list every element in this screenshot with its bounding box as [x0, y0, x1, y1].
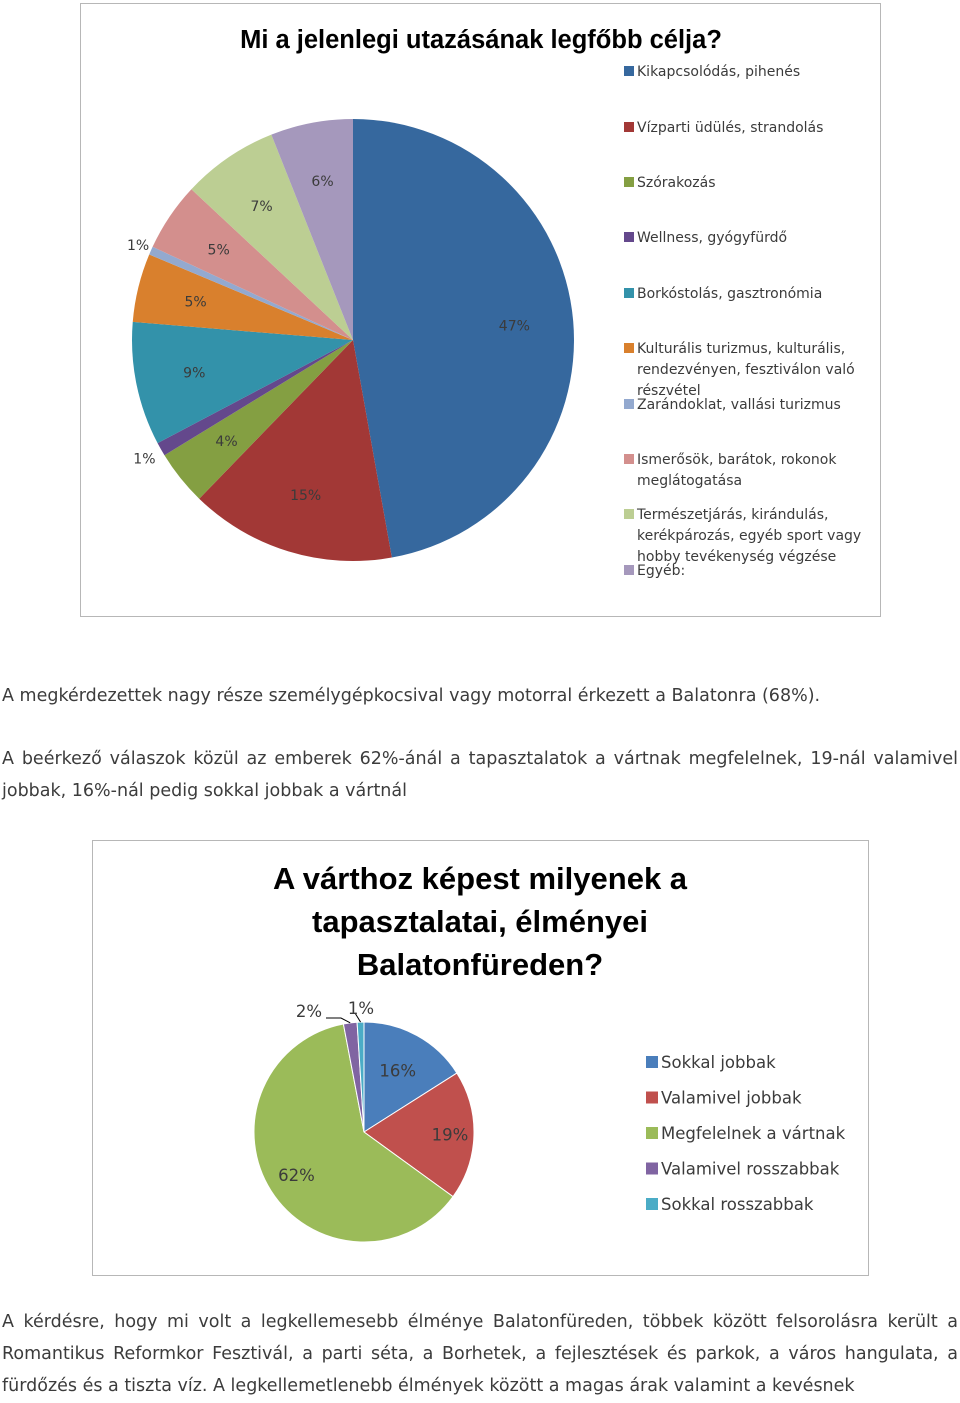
legend-label: Sokkal rosszabbak	[661, 1195, 814, 1214]
pie-label-valamivel-rosszabbak: 2%	[295, 1002, 323, 1021]
chart-title-line: Balatonfüreden?	[356, 947, 604, 982]
pie-label-vizparti-udules-strandolas: 15%	[290, 487, 322, 504]
legend-swatch	[624, 122, 634, 132]
pie-label-megfelelnek-a-vartnak: 62%	[278, 1165, 315, 1185]
legend-swatch	[624, 399, 634, 409]
legend-swatch	[624, 343, 634, 353]
pie-label-egyeb: 6%	[311, 173, 334, 190]
legend-label: Sokkal jobbak	[661, 1053, 776, 1072]
legend-label: meglátogatása	[637, 473, 743, 489]
pie-label-valamivel-jobbak: 19%	[431, 1125, 469, 1145]
legend-swatch	[646, 1163, 658, 1175]
legend-swatch	[646, 1092, 658, 1104]
experience-pie-chart	[92, 840, 869, 1276]
legend-label: Valamivel jobbak	[661, 1088, 802, 1108]
chart-title-line: A várthoz képest milyenek a	[272, 861, 688, 896]
pie-label-termeszetjaras-kirandulas-kerekparozas-egyeb-sport-vagy-hobby-tevekenyseg-vegzese: 7%	[250, 199, 273, 216]
legend-swatch	[624, 454, 634, 464]
legend-label: Vízparti üdülés, strandolás	[637, 120, 824, 136]
legend-label: Borkóstolás, gasztronómia	[637, 286, 823, 302]
legend-label: Ismerősök, barátok, rokonok	[637, 452, 837, 468]
legend-swatch	[646, 1056, 658, 1068]
legend-label: Wellness, gyógyfürdő	[637, 230, 788, 246]
legend-swatch	[624, 288, 634, 298]
legend-swatch	[646, 1198, 658, 1210]
legend-swatch	[624, 565, 634, 575]
pie-label-wellness-gyogyfurdo: 1%	[133, 451, 156, 468]
pie-label-sokkal-rosszabbak: 1%	[347, 999, 375, 1018]
pie-slice-kikapcsolodas-pihenes	[353, 119, 574, 558]
pie-label-borkostolas-gasztronomia: 9%	[183, 365, 206, 382]
pie-label-kulturalis-turizmus-kulturalis-rendezvenyen-fesztivalon-valo-reszvetel: 5%	[184, 294, 207, 311]
experience-paragraph: A beérkező válaszok közül az emberek 62%-ánál a tapasztalatok a vártnak megfelelnek, 19-nál valamivel jobbak, 16%-nál pedig sokkal jobbak a vártnál	[2, 749, 958, 801]
legend-swatch	[624, 177, 634, 187]
chart-title-line: tapasztalatai, élményei	[312, 904, 648, 939]
legend-swatch	[624, 232, 634, 242]
legend-label: részvétel	[637, 383, 701, 399]
leader-line	[326, 1018, 350, 1023]
legend-swatch	[624, 509, 634, 519]
transport-paragraph: A megkérdezettek nagy része személygépkocsival vagy motorral érkezett a Balatonra (68%).	[2, 686, 821, 706]
legend-label: kerékpározás, egyéb sport vagy	[637, 528, 862, 544]
chart-title: Mi a jelenlegi utazásának legfőbb célja?	[240, 26, 722, 54]
legend-label: hobby tevékenység végzése	[637, 549, 837, 565]
legend-label: Zarándoklat, vallási turizmus	[637, 397, 841, 413]
pie-label-kikapcsolodas-pihenes: 47%	[498, 318, 530, 335]
legend	[646, 1053, 846, 1214]
pie-label-ismerosok-baratok-rokonok-meglatogatasa: 5%	[207, 242, 230, 259]
legend-swatch	[624, 66, 634, 76]
purpose-pie-chart	[80, 3, 881, 617]
pie-label-sokkal-jobbak: 16%	[379, 1061, 417, 1081]
legend-label: Kikapcsolódás, pihenés	[637, 64, 801, 80]
legend	[624, 64, 861, 579]
legend-label: rendezvényen, fesztiválon való	[637, 362, 855, 378]
experience-pie-svg	[93, 841, 870, 1277]
pie-label-szorakozas: 4%	[215, 434, 238, 451]
legend-label: Szórakozás	[637, 175, 716, 191]
legend-swatch	[646, 1127, 658, 1139]
pie-label-zarandoklat-vallasi-turizmus: 1%	[126, 237, 150, 254]
legend-label: Valamivel rosszabbak	[661, 1159, 840, 1179]
highlights-paragraph: A kérdésre, hogy mi volt a legkellemesebb élménye Balatonfüreden, többek között felsorolásra került a Romantikus Reformkor Fesztivál, a parti séta, a Borhetek, a fejlesztések és parkok, a város hangulata, a fürdőzés és a tiszta víz. A legkellemetlenebb élmények között a magas árak valamint a kevésnek	[2, 1312, 958, 1396]
legend-label: Természetjárás, kirándulás,	[637, 507, 829, 523]
purpose-pie-svg	[81, 4, 882, 618]
legend-label: Kulturális turizmus, kulturális,	[637, 341, 846, 357]
legend-label: Egyéb:	[637, 563, 686, 579]
legend-label: Megfelelnek a vártnak	[661, 1124, 846, 1143]
